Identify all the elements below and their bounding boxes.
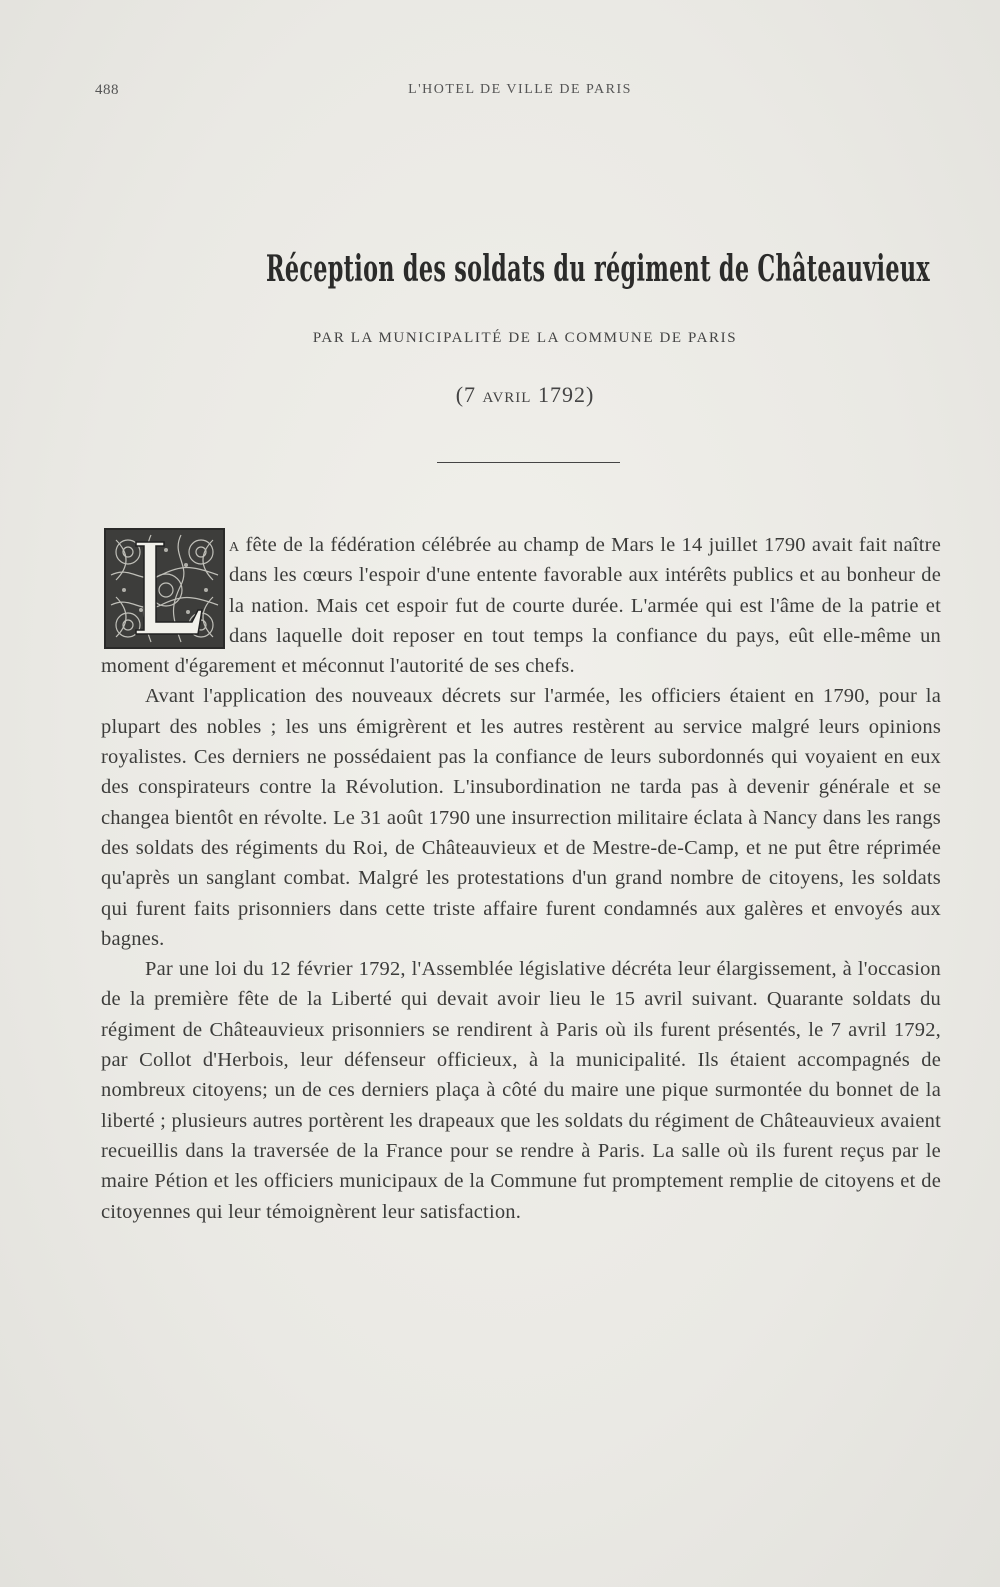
paragraph-3: Par une loi du 12 février 1792, l'Assemblée législative décréta leur élargissement, à l'occasion de la première fête de la Liberté qui devait avoir lieu le 15 avril suivant. Quarante soldats du régiment de Châteauvieux prisonniers se rendirent à Paris où ils furent présentés, le 7 avril 1792, par Collot d'Herbois, leur défenseur officieux, à la municipalité. Ils étaient accompagnés de nombreux citoyens; un de ces derniers plaça à côté du maire une pique surmontée du bonnet de la liberté ; plusieurs autres portèrent les drapeaux que les soldats du régiment de Châteauvieux avaient recueillis dans la traversée de la France pour se rendre à Paris. La salle où ils furent reçus par le maire Pétion et les officiers municipaux de la Commune fut promptement remplie de citoyens et de citoyennes qui leur témoignèrent leur satisfaction. [101, 958, 941, 1223]
running-title: L'HOTEL DE VILLE DE PARIS [408, 82, 632, 97]
first-word-rest: a [229, 534, 240, 556]
running-head [0, 82, 1000, 106]
chapter-date: (7 avril 1792) [455, 382, 595, 407]
paragraph-1 [101, 530, 941, 681]
page-number: 488 [95, 82, 119, 98]
dropcap-space [101, 530, 229, 646]
chapter-subtitle: PAR LA MUNICIPALITÉ DE LA COMMUNE DE PARIS [312, 330, 738, 346]
chapter-title: Réception des soldats du régiment de Châteauvieux [265, 248, 930, 290]
title-separator-rule [437, 462, 620, 463]
body-text [101, 530, 941, 1227]
paragraph-2: Avant l'application des nouveaux décrets sur l'armée, les officiers étaient en 1790, pour la plupart des nobles ; les uns émigrèrent et les autres restèrent au service malgré leurs opinions royalistes. Ces derniers ne possédaient pas la confiance de leurs subordonnés qui voyaient en eux des conspirateurs contre la Révolution. L'insubordination ne tarda pas à devenir générale et se changea bientôt en révolte. Le 31 août 1790 une insurrection militaire éclata à Nancy dans les rangs des soldats des régiments du Roi, de Châteauvieux et de Mestre-de-Camp, et ne put être réprimée qu'après un sanglant combat. Malgré les protestations d'un grand nombre de citoyens, les soldats qui furent faits prisonniers dans cette triste affaire furent condamnés aux galères et envoyés aux bagnes. [101, 685, 941, 950]
paragraph-1-text: fête de la fédération célébrée au champ de Mars le 14 juillet 1790 avait fait naître dans les cœurs l'espoir d'une entente favorable aux intérêts publics et au bonheur de la nation. Mais cet espoir fut de courte durée. L'armée qui est l'âme de la patrie et dans laquelle doit reposer en tout temps la confiance du pays, eût elle-même un moment d'égarement et méconnut l'autorité de ses chefs. [101, 534, 941, 678]
